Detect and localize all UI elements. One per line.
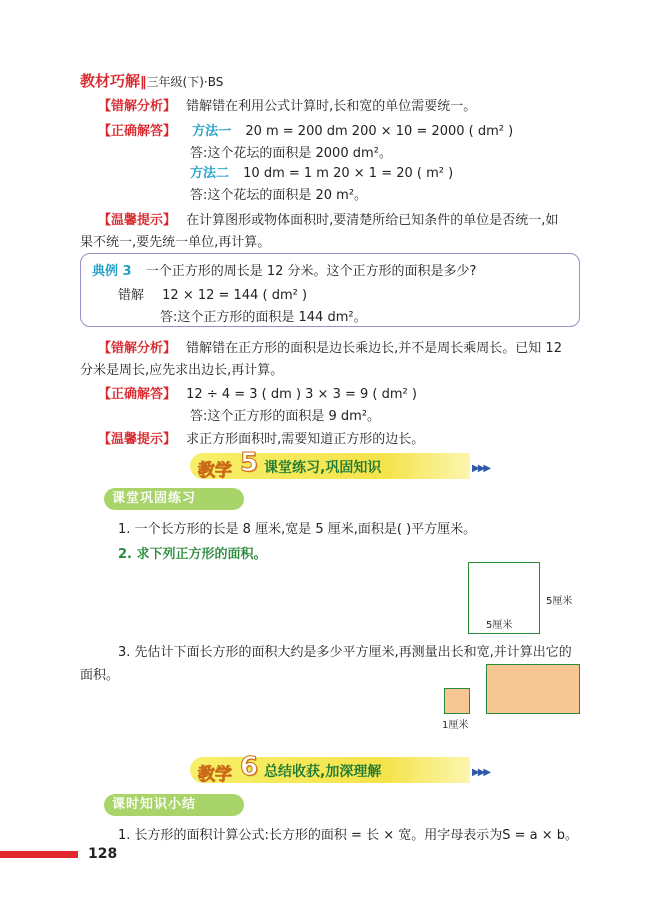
method2-calc: 10 dm = 1 m 20 × 1 = 20 ( m² ): [243, 166, 454, 181]
tip-text-2: 求正方形面积时,需要知道正方形的边长。: [186, 432, 425, 447]
banner-teach: 教学: [198, 461, 232, 481]
method1-calc: 20 m = 200 dm 200 × 10 = 2000 ( dm² ): [245, 124, 514, 139]
square-bottom-label: 5厘米: [486, 620, 513, 631]
header-brand: 教材巧解: [80, 72, 141, 90]
correct-tag: 【正确解答】: [98, 124, 177, 139]
practice-pill: 课堂巩固练习: [104, 488, 244, 510]
error-text: 错解错在利用公式计算时,长和宽的单位需要统一。: [186, 99, 477, 114]
method1-label: 方法一: [192, 124, 232, 139]
example-wrong: [118, 284, 307, 303]
square-side-label: 5厘米: [546, 596, 573, 607]
question-3-line2: 面积。: [80, 668, 120, 683]
tip-1: [98, 209, 558, 228]
unit-label: 1厘米: [442, 720, 469, 731]
correct-answer-2: [98, 383, 417, 402]
summary-pill: 课时知识小结: [104, 794, 244, 816]
error-tag: 【错解分析】: [98, 99, 177, 114]
error-analysis-1: [98, 95, 476, 114]
method2-answer: 答:这个花坛的面积是 20 m²。: [190, 188, 368, 203]
example-3-question: [92, 260, 476, 279]
method2-label: 方法二: [190, 166, 230, 181]
banner-teach-6: 教学: [198, 765, 232, 785]
wrong-calc: 12 × 12 = 144 ( dm² ): [162, 288, 308, 303]
question-2: 2. 求下列正方形的面积。: [118, 547, 267, 562]
method1-answer: 答:这个花坛的面积是 2000 dm²。: [190, 146, 392, 161]
summary-text: 1. 长方形的面积计算公式:长方形的面积 = 长 × 宽。用字母表示为S = a × b。: [118, 828, 579, 843]
tip-line1: 在计算图形或物体面积时,要清楚所给已知条件的单位是否统一,如: [186, 213, 559, 228]
header-grade: 三年级(下)·BS: [146, 75, 224, 89]
tip-tag: 【温馨提示】: [98, 213, 177, 228]
orange-rectangle: [486, 664, 580, 714]
banner-number: 5: [240, 448, 259, 478]
page-header: 教材巧解‖三年级(下)·BS: [80, 72, 224, 90]
arrows-icon: ▶▶▶: [472, 463, 490, 474]
example-label: 典例 3: [92, 264, 132, 279]
banner-title-6: 总结收获,加深理解: [264, 764, 382, 780]
error-tag-2: 【错解分析】: [98, 341, 177, 356]
question-1: 1. 一个长方形的长是 8 厘米,宽是 5 厘米,面积是( )平方厘米。: [118, 522, 477, 537]
question-3-line1: 3. 先估计下面长方形的面积大约是多少平方厘米,再测量出长和宽,并计算出它的: [118, 645, 572, 660]
error-line2: 分米是周长,应先求出边长,再计算。: [80, 363, 284, 378]
unit-square: [444, 688, 470, 714]
tip-2: [98, 428, 424, 447]
tip-line2: 果不统一,要先统一单位,再计算。: [80, 235, 271, 250]
correct-answer-1: [98, 120, 513, 139]
arrows-icon-6: ▶▶▶: [472, 767, 490, 778]
correct-answer-text: 答:这个正方形的面积是 9 dm²。: [190, 409, 381, 424]
banner-title: 课堂练习,巩固知识: [264, 460, 382, 476]
wrong-label: 错解: [118, 288, 145, 303]
method2-row: [190, 162, 453, 181]
tip-tag-2: 【温馨提示】: [98, 432, 177, 447]
page-number: 128: [88, 846, 118, 862]
correct-calc: 12 ÷ 4 = 3 ( dm ) 3 × 3 = 9 ( dm² ): [186, 387, 417, 402]
example-question: 一个正方形的周长是 12 分米。这个正方形的面积是多少?: [145, 264, 477, 279]
banner-number-6: 6: [240, 752, 259, 782]
error-analysis-2: [98, 337, 562, 356]
wrong-answer: 答:这个正方形的面积是 144 dm²。: [160, 310, 367, 325]
correct-tag-2: 【正确解答】: [98, 387, 177, 402]
footer-bar: [0, 851, 78, 858]
error-line1: 错解错在正方形的面积是边长乘边长,并不是周长乘周长。已知 12: [186, 341, 562, 356]
